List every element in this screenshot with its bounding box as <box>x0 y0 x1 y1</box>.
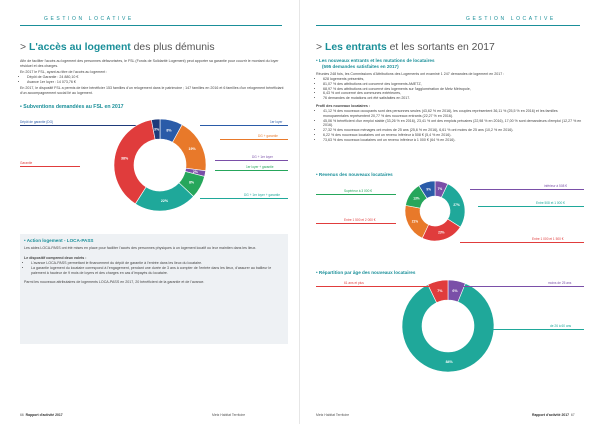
leader-line <box>460 242 584 243</box>
list-item: • 45,06 % bénéficient d'un emploi stable (33,26 % en 2016), 23,41 % ont des emplois précaires (22,98 % en 2016), 17,00 % sont demandeurs d'emploi (12,27 % en 2016). <box>323 119 584 129</box>
legend-label: Garantie <box>20 161 33 165</box>
slice-label: 21% <box>411 219 419 224</box>
legend-label: 1er loyer <box>270 120 283 124</box>
leader-line <box>490 329 584 330</box>
legend-label: DG + 1er loyer <box>252 155 273 159</box>
leader-line <box>470 189 584 190</box>
header-rule-right <box>316 25 580 26</box>
legend-label: inférieur à 508 € <box>544 184 568 188</box>
footer-title: Rapport d'activité 2017 <box>532 413 569 417</box>
slice-label: 19% <box>188 146 196 151</box>
page-title-right <box>316 42 495 53</box>
legend-label: Entre 1 000 et 1 500 € <box>532 237 564 241</box>
title-prefix: > <box>20 42 29 53</box>
leader-line <box>215 160 288 161</box>
fsl-intro: En 2017 le FSL, ayant au titre de l'accès au logement : <box>20 70 108 74</box>
footer-left <box>20 413 63 417</box>
profile-list <box>316 109 584 143</box>
page-number: 67 <box>570 413 575 417</box>
legend-label: 1er loyer + garantie <box>246 165 274 169</box>
legend-label: Dépôt de garantie (DG) <box>20 120 54 124</box>
section-header-right: GESTION LOCATIVE <box>466 16 556 22</box>
title-bold: L'accès au logement <box>28 42 131 53</box>
leader-line <box>316 223 396 224</box>
fsl-after: En 2017, le dispositif FSL a permis de faire bénéficier 153 familles d'un relogement dans le patrimoine ; 147 familles en 2016 et 6 familles d'un relogement bénéficiant d'un accompagnement social lié au logement. <box>20 86 284 95</box>
title-rest: des plus démunis <box>130 42 215 53</box>
footer-right <box>532 413 575 417</box>
fsl-list <box>20 75 288 85</box>
leader-line <box>220 139 288 140</box>
list-item: • 27,32 % des nouveaux ménages ont moins de 25 ans (25,6 % en 2016), 6,61 % ont moins de 25 ans (10,2 % en 2016). <box>323 128 584 133</box>
slice-label: 27% <box>453 202 460 207</box>
slice-label: 3% <box>154 127 160 132</box>
footer-org-right: Metz Habitat Territoire <box>316 413 350 417</box>
box-text-2: Le dispositif comprend deux volets : <box>24 256 87 260</box>
profile-title: Profil des nouveaux locataires : <box>316 104 371 108</box>
legend-label: Supérieur à 3 000 € <box>344 189 372 193</box>
legend-label: 61 ans et plus <box>344 281 364 285</box>
right-intro: Réunies 248 fois, les Commissions d'Attributions des Logements ont examiné 1 247 demandes de logement en 2017 : <box>316 72 505 76</box>
leader-line <box>215 170 288 171</box>
leader-line <box>20 166 80 167</box>
slice-label: 8% <box>188 180 195 185</box>
header-rule-left <box>20 25 282 26</box>
legend-label: Entre 1 500 et 2 000 € <box>344 218 376 222</box>
slice-label: 8% <box>166 128 172 133</box>
right-intro-list <box>316 77 584 101</box>
list-item: • 6,22 % des nouveaux locataires ont un revenu inférieur à 508 € (5,4 % en 2016). <box>323 133 584 138</box>
legend-label: de 26 à 60 ans <box>550 324 572 328</box>
page-title-left <box>20 42 215 53</box>
slice-label: 2% <box>192 169 198 174</box>
list-item: • 6,43 % ont concerné des communes extérieures, <box>323 91 584 96</box>
box-title: • Action logement - LOCA-PASS <box>24 238 94 243</box>
box-text-1: Les aides LOCA-PASS ont été mises en place pour faciliter l'accès des personnes physiques à un logement locatif ou leur maintien dans les lieux. <box>24 246 257 250</box>
list-item: • 628 logements présentés, <box>323 77 584 82</box>
slice-label: 7% <box>437 289 443 294</box>
slice-label: 13% <box>413 196 420 201</box>
intro-text: Afin de faciliter l'accès au logement des personnes défavorisées, le FSL (Fonds de Solidarité Logement) peut apporter sa garantie pour couvrir le montant du loyer résiduel et des charges. <box>20 59 279 68</box>
leader-line <box>316 194 396 195</box>
page-number: 66 <box>20 413 24 417</box>
list-item: • 81,07 % des attributions ont concerné des logements AMETZ, <box>323 82 584 87</box>
leader-line <box>478 206 584 207</box>
slice-label: 23% <box>438 230 445 235</box>
revenus-donut-chart <box>388 178 482 244</box>
section-header-left: GESTION LOCATIVE <box>44 16 134 22</box>
legend-label: DG + garantie <box>258 134 278 138</box>
chart-title-revenus: • Revenus des nouveaux locataires <box>316 172 393 177</box>
right-page <box>300 0 600 424</box>
loca-pass-box <box>20 234 288 344</box>
slice-label: 9% <box>426 187 432 192</box>
fsl-donut-chart <box>100 115 220 215</box>
leader-line <box>316 286 432 287</box>
age-donut-chart <box>388 276 508 376</box>
list-item: • 68,97 % des attributions ont concerné des logements sur l'agglomération de Metz Métropole, <box>323 87 584 92</box>
leader-line <box>460 286 584 287</box>
title-rest: et les sortants en 2017 <box>386 42 495 53</box>
chart-title-fsl: • Subventions demandées au FSL en 2017 <box>20 104 124 110</box>
slice-label: 6% <box>452 288 458 293</box>
list-item: • La garantie logement du locataire correspond à l'engagement, pendant une durée de 3 ans à compter de l'entrée dans les lieux, d'assurer au bailleur le paiement à hauteur de 9 mois de loyers et des charges en cas d'impayés du locataire. <box>31 266 282 276</box>
subtitle-entrants: • Les nouveaux entrants et les mutations de locataires <box>316 58 435 63</box>
list-item: • 41,12 % des nouveaux occupants sont des personnes seules (43,62 % en 2016), les couples représentent 36,11 % (25,5 % en 2016) et les familles monoparentales représentent 20,77 % des nouveaux entrants (22,27 % en 2016). <box>323 109 584 119</box>
list-item: • 73,63 % des nouveaux locataires ont un revenu inférieur à 1 000 € (64 % en 2016). <box>323 138 584 143</box>
footer-title: Rapport d'activité 2017 <box>25 413 63 417</box>
list-item: • Avance 1er loyer : 14 073,76 € <box>27 80 288 85</box>
slice-label: 7% <box>437 187 443 192</box>
legend-label: Entre 508 et 1 000 € <box>536 201 565 205</box>
list-item: • L'avance LOCA-PASS permettant le financement du dépôt de garantie à l'entrée dans les lieux du locataire. <box>31 261 282 266</box>
title-bold: Les entrants <box>324 42 387 53</box>
chart-title-age: • Répartition par âge des nouveaux locataires <box>316 270 416 275</box>
legend-label: moins de 25 ans <box>548 281 572 285</box>
box-list <box>24 261 282 275</box>
legend-label: DG + 1er loyer + garantie <box>244 193 280 197</box>
subtitle-entrants-count: (595 demandes satisfaites en 2017) <box>322 64 399 69</box>
list-item: • 76 demandes de mutations ont été satisfaites en 2017. <box>323 96 584 101</box>
title-prefix: > <box>316 42 325 53</box>
footer-org: Metz Habitat Territoire <box>212 413 246 417</box>
slice-label: 38% <box>121 156 129 161</box>
list-item: • Dépôt de Garantie : 24 880,10 € <box>27 75 288 80</box>
box-text-3: Parmi les nouveaux attributaires de logements LOCA-PASS en 2017, 20 bénéficient de la garantie et de l'avance. <box>24 280 205 284</box>
slice-label: 84% <box>445 360 453 365</box>
slice-label: 22% <box>160 198 169 203</box>
